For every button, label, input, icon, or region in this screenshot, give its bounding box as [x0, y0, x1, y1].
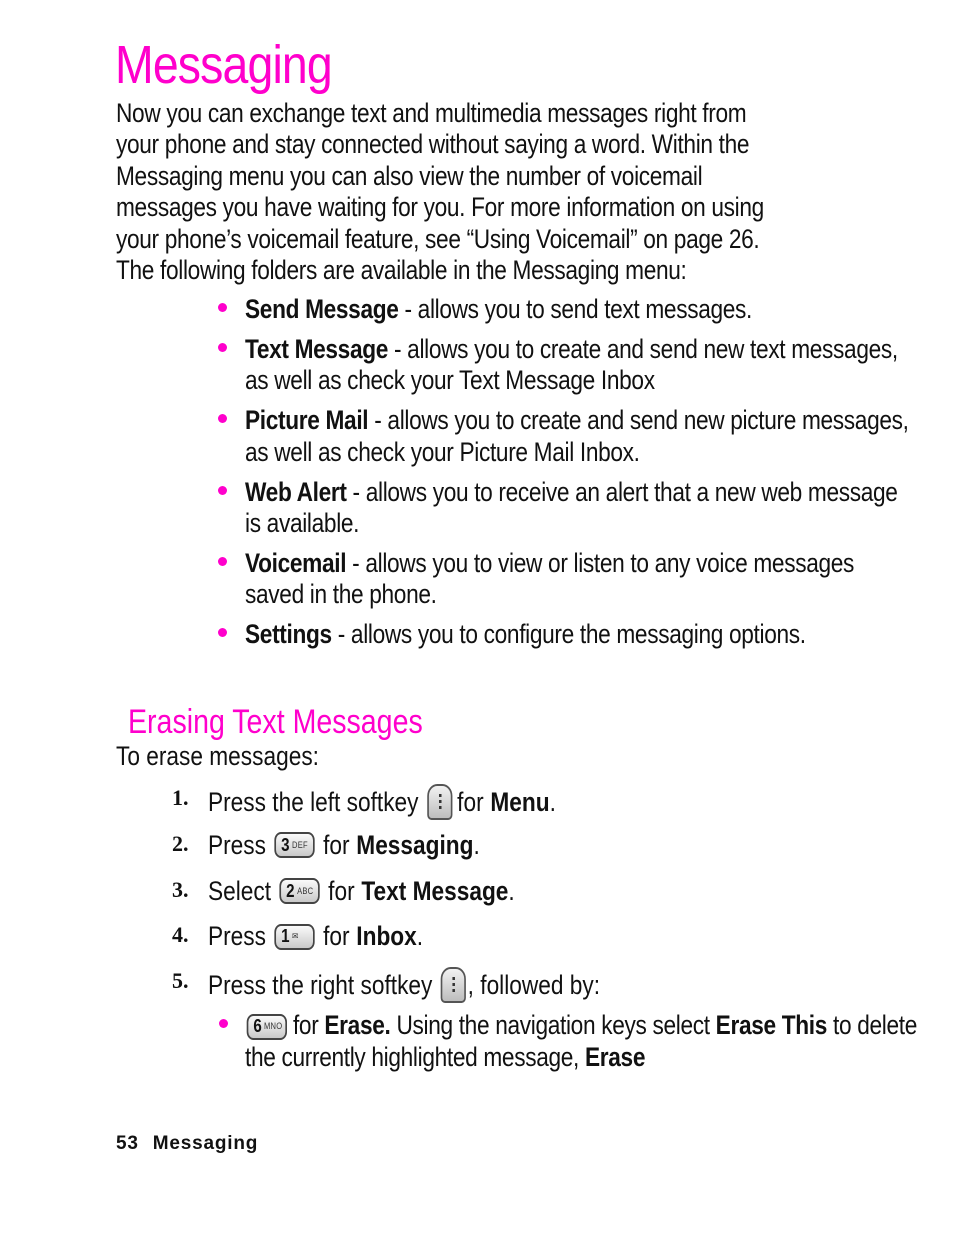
- step-number: 4.: [172, 922, 189, 948]
- list-item: [218, 477, 948, 540]
- step-text: Press the left softkey: [208, 786, 419, 817]
- bullet-icon: [218, 557, 227, 566]
- step-number: 3.: [172, 876, 189, 902]
- step-number: 5.: [172, 968, 189, 994]
- sub-term: Erase This: [715, 1010, 828, 1040]
- step-end: .: [473, 829, 480, 860]
- bullet-icon: [218, 303, 227, 312]
- step-end: .: [508, 875, 515, 906]
- sub-text: to delete the currently highlighted message,: [245, 1010, 917, 1072]
- key-1-icon: [274, 924, 314, 950]
- key-3-icon: [274, 832, 314, 858]
- section-heading: Erasing Text Messages: [128, 703, 423, 741]
- key-digit: 6: [253, 1016, 262, 1037]
- step-end: .: [549, 786, 556, 817]
- folder-term: Picture Mail: [245, 405, 369, 436]
- bullet-icon: [218, 343, 227, 352]
- step-end: .: [416, 921, 424, 952]
- right-softkey-icon: [441, 967, 466, 1003]
- sub-text: for: [287, 1010, 325, 1040]
- folder-desc: - allows you to send text messages.: [398, 294, 753, 324]
- key-2-icon: [279, 878, 319, 904]
- folder-term: Send Message: [245, 294, 399, 324]
- sub-text: Using the navigation keys select: [390, 1010, 716, 1040]
- page-number: 53: [116, 1133, 139, 1154]
- step-target: Text Message: [361, 875, 509, 906]
- folder-desc: - allows you to receive an alert that a new web message is available.: [245, 476, 898, 538]
- step-target: Messaging: [356, 829, 474, 860]
- key-letters: DEF: [292, 840, 308, 851]
- key-letters: ✉: [292, 931, 299, 942]
- folder-term: Settings: [245, 619, 332, 650]
- step-number: 2.: [172, 830, 189, 856]
- footer-section: Messaging: [152, 1133, 259, 1154]
- bullet-icon: [219, 1019, 228, 1028]
- step-text: Press the right softkey: [208, 969, 433, 1000]
- step-text: for: [323, 921, 350, 952]
- folder-term: Voicemail: [245, 547, 347, 578]
- step-text: for: [457, 786, 484, 817]
- folder-desc: - allows you to configure the messaging options.: [331, 619, 806, 650]
- key-digit: 1: [281, 926, 290, 947]
- list-item: [218, 334, 948, 397]
- step-target: Menu: [490, 786, 550, 817]
- sub-term: Erase.: [324, 1010, 391, 1040]
- list-item: [218, 294, 948, 325]
- folder-desc: - allows you to view or listen to any voice messages saved in the phone.: [245, 547, 855, 610]
- folder-desc: - allows you to create and send new picture messages, as well as check your Picture Mail Inbox.: [245, 405, 909, 467]
- folder-term: Web Alert: [245, 476, 347, 507]
- page-title: Messaging: [115, 35, 332, 95]
- section-lead: To erase messages:: [116, 741, 319, 771]
- list-item: [218, 548, 948, 611]
- left-softkey-icon: [427, 784, 452, 820]
- step-text: Select: [208, 875, 272, 906]
- page-footer: [116, 1133, 258, 1155]
- intro-paragraph: Now you can exchange text and multimedia messages right from your phone and stay connected without saying a word. Within the Messaging menu you can also view the number of voicemail messages you have waiting for you. For more information on using your phone’s voicemail feature, see “Using Voicemail” on page 26. The following folders are available in the Messaging menu:: [116, 98, 764, 286]
- step-number: 1.: [172, 785, 189, 810]
- sub-term: Erase: [584, 1041, 646, 1072]
- key-6-icon: [247, 1014, 287, 1040]
- folder-term: Text Message: [245, 333, 389, 364]
- key-digit: 2: [286, 880, 295, 901]
- bullet-icon: [218, 486, 227, 495]
- key-letters: MNO: [264, 1021, 283, 1032]
- step-text: for: [323, 829, 350, 860]
- list-item: [218, 405, 948, 468]
- step-target: Inbox: [356, 921, 417, 952]
- bullet-icon: [218, 414, 227, 423]
- step-text: for: [328, 875, 355, 906]
- list-item: [218, 619, 948, 650]
- folder-desc: - allows you to create and send new text messages, as well as check your Text Message Inbox: [245, 333, 898, 396]
- step-text: , followed by:: [467, 969, 601, 1000]
- bullet-icon: [218, 628, 227, 637]
- step-text: Press: [208, 921, 266, 952]
- folder-list: [218, 294, 948, 659]
- step-text: Press: [208, 829, 266, 860]
- key-digit: 3: [281, 834, 290, 855]
- key-letters: ABC: [297, 886, 314, 897]
